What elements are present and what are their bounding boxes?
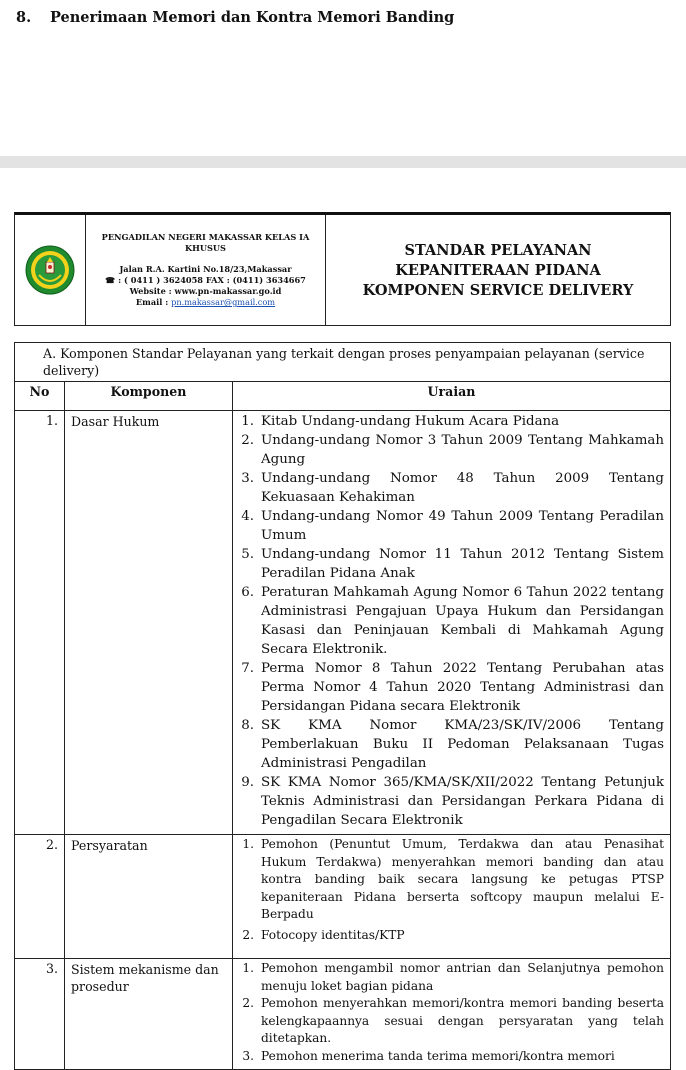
row-component: Dasar Hukum — [65, 411, 233, 835]
list-item: 2. Pemohon menyerahkan memori/kontra memori banding beserta kelengkapaannya sesuai dengan persyaratan yang telah ditetapkan. — [242, 996, 664, 1045]
list-item: 2. Undang-undang Nomor 3 Tahun 2009 Tentang Mahkamah Agung — [241, 433, 664, 467]
court-website: Website : www.pn-makassar.go.id — [129, 286, 282, 296]
court-logo — [15, 215, 86, 325]
document-header — [14, 212, 671, 326]
list-item: 4. Undang-undang Nomor 49 Tahun 2009 Tentang Peradilan Umum — [241, 509, 664, 543]
row-description — [233, 959, 671, 1070]
section-title: Penerimaan Memori dan Kontra Memori Banding — [50, 9, 455, 26]
list-item: 3. Pemohon menerima tanda terima memori/kontra memori — [242, 1048, 615, 1063]
table-header-row — [15, 382, 671, 411]
list-item: 3. Undang-undang Nomor 48 Tahun 2009 Tentang Kekuasaan Kehakiman — [241, 471, 664, 505]
list-item: 2. Fotocopy identitas/KTP — [242, 927, 405, 942]
legal-basis-list — [237, 412, 664, 830]
court-email-line — [92, 297, 319, 308]
list-item: 1. Pemohon mengambil nomor antrian dan Selanjutnya pemohon menuju loket bagian pidana — [242, 961, 664, 993]
list-item: 7. Perma Nomor 8 Tahun 2022 Tentang Perubahan atas Perma Nomor 4 Tahun 2020 Tentang Administrasi dan Persidangan Pidana secara Elektronik — [241, 661, 664, 714]
title-line-3: KOMPONEN SERVICE DELIVERY — [362, 282, 634, 299]
list-item: 6. Peraturan Mahkamah Agung Nomor 6 Tahun 2022 tentang Administrasi Pengajuan Upaya Hukum dan Persidangan Kasasi dan Peninjauan Kembali di Mahkamah Agung Secara Elektronik. — [241, 585, 664, 657]
document-title — [326, 215, 670, 325]
court-name: PENGADILAN NEGERI MAKASSAR KELAS IA KHUSUS — [101, 232, 310, 253]
list-item: 5. Undang-undang Nomor 11 Tahun 2012 Tentang Sistem Peradilan Pidana Anak — [241, 547, 664, 581]
list-item: 1. Kitab Undang-undang Hukum Acara Pidana — [241, 414, 560, 429]
list-item: 8. SK KMA Nomor KMA/23/SK/IV/2006 Tentang Pemberlakuan Buku II Pedoman Pelaksanaan Tugas Administrasi Pengadilan — [241, 718, 664, 771]
table-row — [15, 959, 671, 1070]
column-header-uraian: Uraian — [233, 382, 671, 411]
title-line-1: STANDAR PELAYANAN — [404, 242, 592, 259]
page-separator — [0, 156, 686, 168]
service-delivery-table — [14, 342, 671, 1070]
row-description — [233, 835, 671, 959]
list-item: 9. SK KMA Nomor 365/KMA/SK/XII/2022 Tentang Petunjuk Teknis Administrasi dan Persidangan Perkara Pidana di Pengadilan Secara Elektronik — [241, 775, 664, 828]
email-label: Email : — [135, 297, 172, 307]
row-number: 3. — [15, 959, 65, 1070]
row-description — [233, 411, 671, 835]
procedure-list — [237, 960, 664, 1065]
court-address: Jalan R.A. Kartini No.18/23,Makassar — [119, 264, 292, 274]
row-number: 2. — [15, 835, 65, 959]
section-number: 8. — [16, 9, 32, 26]
list-item: 1. Pemohon (Penuntut Umum, Terdakwa dan atau Penasihat Hukum Terdakwa) menyerahkan memori banding dan atau kontra banding baik secara langsung ke petugas PTSP kepaniteraan Pidana berserta softcopy maupun melalui E-Berpadu — [242, 837, 664, 921]
title-line-2: KEPANITERAAN PIDANA — [395, 262, 601, 279]
row-component: Sistem mekanisme dan prosedur — [65, 959, 233, 1070]
requirements-list — [237, 836, 664, 944]
court-contact-info — [86, 215, 326, 325]
court-phone: ☎ : ( 0411 ) 3624058 FAX : (0411) 3634667 — [105, 275, 306, 285]
court-emblem-icon — [25, 245, 75, 295]
table-caption: A. Komponen Standar Pelayanan yang terkait dengan proses penyampaian pelayanan (service delivery) — [15, 343, 671, 382]
row-number: 1. — [15, 411, 65, 835]
column-header-no: No — [15, 382, 65, 411]
table-row — [15, 835, 671, 959]
row-component: Persyaratan — [65, 835, 233, 959]
column-header-komponen: Komponen — [65, 382, 233, 411]
email-link[interactable]: pn.makassar@gmail.com — [171, 297, 276, 307]
table-row — [15, 411, 671, 835]
section-heading — [16, 9, 454, 26]
